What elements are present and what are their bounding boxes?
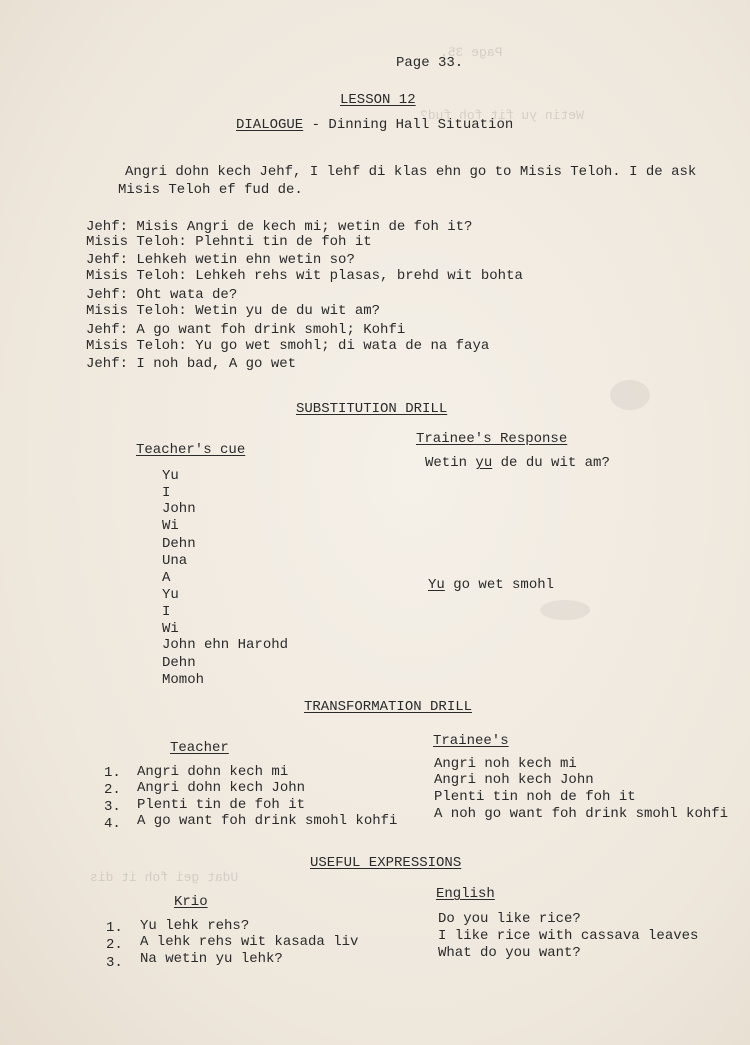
- krio-item: A lehk rehs wit kasada liv: [140, 934, 359, 950]
- dialogue-label: DIALOGUE: [236, 117, 304, 133]
- response-highlight: Yu: [428, 577, 445, 593]
- cue-item: A: [162, 570, 171, 586]
- dialogue-heading: [236, 117, 513, 134]
- trainee-item: A noh go want foh drink smohl kohfi: [434, 806, 729, 822]
- teacher-item: Plenti tin de foh it: [137, 797, 306, 813]
- teacher-heading: Teacher: [170, 740, 229, 756]
- dialogue-line: Misis Teloh: Plehnti tin de foh it: [86, 234, 372, 250]
- trainee-heading: Trainee's: [433, 733, 509, 749]
- cue-item: Yu: [162, 468, 179, 484]
- teacher-item: Angri dohn kech John: [137, 780, 306, 796]
- cue-item: Dehn: [162, 536, 196, 552]
- english-heading: English: [436, 886, 495, 902]
- expression-number: 2.: [106, 937, 123, 953]
- teacher-item: A go want foh drink smohl kohfi: [137, 813, 398, 829]
- dialogue-line: Misis Teloh: Lehkeh rehs wit plasas, brehd wit bohta: [86, 268, 523, 284]
- krio-item: Na wetin yu lehk?: [140, 951, 283, 967]
- dialogue-line: Misis Teloh: Yu go wet smohl; di wata de na faya: [86, 338, 490, 354]
- substitution-heading: SUBSTITUTION DRILL: [296, 401, 448, 417]
- bleed-through-text: Wetin yu fit foh fud?: [420, 108, 584, 123]
- cue-item: I: [162, 485, 171, 501]
- cue-item: Wi: [162, 518, 179, 534]
- english-item: Do you like rice?: [438, 911, 581, 927]
- cue-item: Yu: [162, 587, 179, 603]
- cue-item: Wi: [162, 621, 179, 637]
- cue-item: Momoh: [162, 672, 205, 688]
- cue-item: Dehn: [162, 655, 196, 671]
- dialogue-line: Jehf: Misis Angri de kech mi; wetin de foh it?: [86, 219, 473, 235]
- intro-line: Angri dohn kech Jehf, I lehf di klas ehn go to Misis Teloh. I de ask: [125, 164, 697, 180]
- lesson-title: LESSON 12: [340, 92, 416, 108]
- dialogue-line: Jehf: I noh bad, A go wet: [86, 356, 297, 372]
- english-item: I like rice with cassava leaves: [438, 928, 699, 944]
- dialogue-line: Misis Teloh: Wetin yu de du wit am?: [86, 303, 381, 319]
- cue-item: John: [162, 501, 196, 517]
- trainee-item: Angri noh kech John: [434, 772, 594, 788]
- krio-heading: Krio: [174, 894, 208, 910]
- transformation-number: 1.: [104, 765, 121, 781]
- cue-item: I: [162, 604, 171, 620]
- dialogue-line: Jehf: Lehkeh wetin ehn wetin so?: [86, 252, 355, 268]
- transformation-heading: TRANSFORMATION DRILL: [304, 699, 473, 715]
- bleed-through-text: Page 35.: [440, 45, 503, 60]
- ink-smudge: [540, 600, 590, 620]
- cue-item: Una: [162, 553, 188, 569]
- dialogue-line: Jehf: A go want foh drink smohl; Kohfi: [86, 322, 406, 338]
- bleed-through-text: Udat gei foh it dis: [90, 870, 239, 885]
- response-line: Wetin yu de du wit am?: [425, 455, 610, 471]
- transformation-number: 4.: [104, 816, 121, 832]
- teacher-item: Angri dohn kech mi: [137, 764, 289, 780]
- expression-number: 1.: [106, 920, 123, 936]
- cue-item: John ehn Harohd: [162, 637, 289, 653]
- dialogue-subtitle: - Dinning Hall Situation: [303, 117, 514, 133]
- intro-line: Misis Teloh ef fud de.: [118, 182, 303, 198]
- english-item: What do you want?: [438, 945, 581, 961]
- trainee-item: Angri noh kech mi: [434, 756, 577, 772]
- krio-item: Yu lehk rehs?: [140, 918, 250, 934]
- response-line: Yu go wet smohl: [428, 577, 555, 593]
- trainee-item: Plenti tin noh de foh it: [434, 789, 636, 805]
- useful-expressions-heading: USEFUL EXPRESSIONS: [310, 855, 462, 871]
- transformation-number: 3.: [104, 799, 121, 815]
- trainee-response-heading: Trainee's Response: [416, 431, 568, 447]
- page-number: Page 33.: [396, 55, 464, 71]
- ink-smudge: [610, 380, 650, 410]
- transformation-number: 2.: [104, 782, 121, 798]
- response-highlight: yu: [475, 455, 493, 471]
- dialogue-line: Jehf: Oht wata de?: [86, 287, 238, 303]
- expression-number: 3.: [106, 955, 123, 971]
- teacher-cue-heading: Teacher's cue: [136, 442, 246, 458]
